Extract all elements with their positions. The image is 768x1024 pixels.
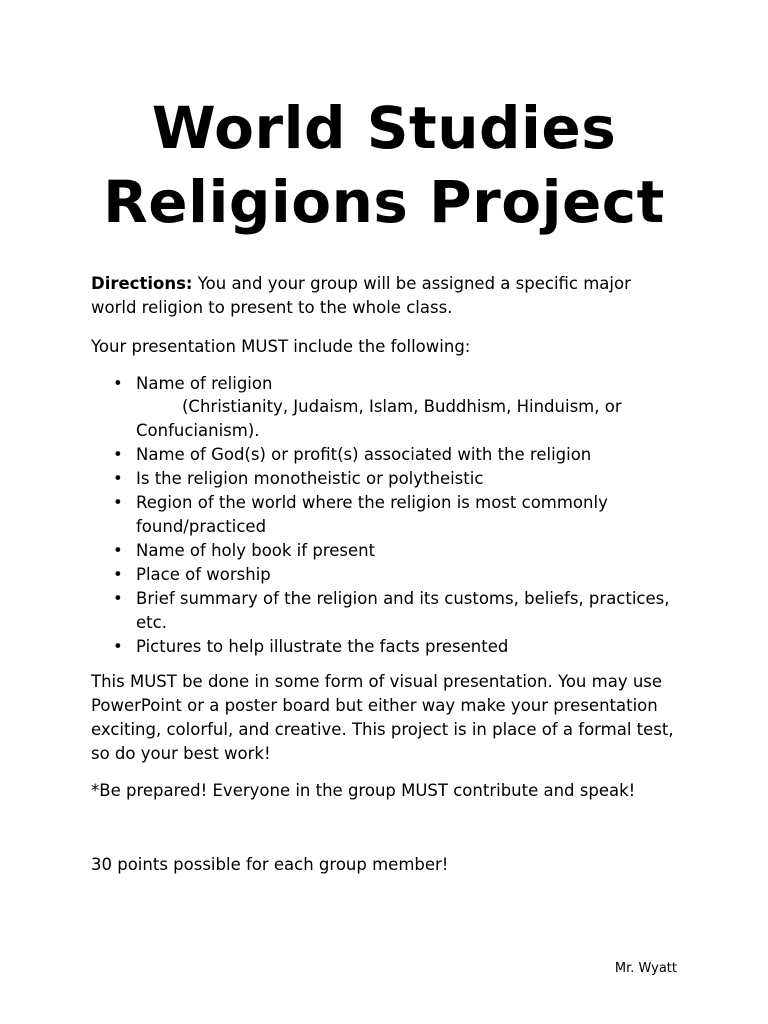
- bullet-marker: •: [113, 589, 123, 608]
- directions-label: Directions:: [91, 274, 193, 293]
- list-item-text: Name of God(s) or profit(s) associated with the religion: [136, 445, 592, 464]
- bullet-marker: •: [113, 469, 123, 488]
- bullet-marker: •: [113, 445, 123, 464]
- list-item-subtext: (Christianity, Judaism, Islam, Buddhism, Hinduism, or: [182, 397, 622, 416]
- list-item-text: Name of holy book if present: [136, 541, 376, 560]
- directions-paragraph: [91, 272, 681, 320]
- list-item-text: Place of worship: [136, 565, 271, 584]
- list-item-text: Brief summary of the religion and its customs, beliefs, practices, etc.: [136, 589, 670, 632]
- list-item: [91, 563, 681, 587]
- list-item-continuation: Confucianism).: [136, 421, 260, 440]
- list-item-text: Pictures to help illustrate the facts presented: [136, 637, 509, 656]
- directions-text: You and your group will be assigned a specific major world religion to present to the whole class.: [91, 274, 631, 317]
- list-item: [91, 467, 681, 491]
- bullet-marker: •: [113, 637, 123, 656]
- teacher-signature: Mr. Wyatt: [614, 961, 677, 976]
- points-note: 30 points possible for each group member!: [91, 855, 449, 874]
- list-item-text: Region of the world where the religion is most commonly found/practiced: [136, 493, 608, 536]
- page-title-line-2: Religions Project: [103, 168, 665, 236]
- list-item: [91, 539, 681, 563]
- list-item: [91, 635, 681, 659]
- bullet-marker: •: [113, 565, 123, 584]
- requirements-intro: Your presentation MUST include the following:: [91, 337, 471, 356]
- page-title-line-1: World Studies: [151, 94, 617, 162]
- list-item-text: Name of religion: [136, 374, 273, 393]
- list-item: [91, 587, 681, 635]
- be-prepared-note: *Be prepared! Everyone in the group MUST contribute and speak!: [91, 781, 636, 800]
- bullet-marker: •: [113, 374, 123, 393]
- bullet-marker: •: [113, 541, 123, 560]
- presentation-format-paragraph: This MUST be done in some form of visual presentation. You may use PowerPoint or a poster board but either way make your presentation exciting, colorful, and creative. This project is in place of a formal test, so do your best work!: [91, 672, 674, 763]
- list-item-text: Is the religion monotheistic or polytheistic: [136, 469, 484, 488]
- bullet-marker: •: [113, 493, 123, 512]
- requirements-list: [91, 372, 681, 659]
- list-item: [91, 372, 681, 443]
- list-item: [91, 443, 681, 467]
- list-item: [91, 491, 681, 539]
